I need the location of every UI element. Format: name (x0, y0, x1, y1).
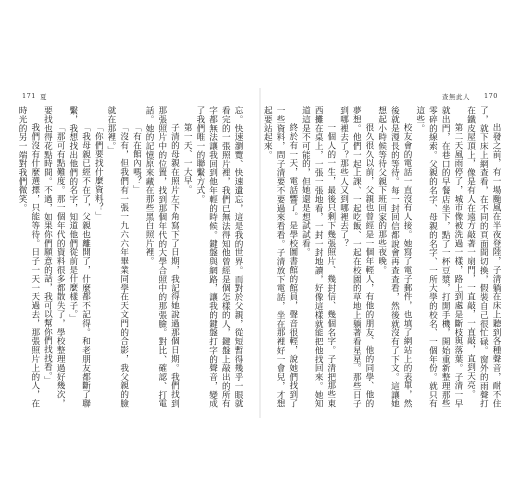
running-title: 查無此人 (442, 93, 470, 101)
paragraph: 「你們要找什麼資料？」 (93, 123, 104, 221)
paragraph: 我們沒有什麼選擇，只能等待。日子一天一天過去，那張照片上的人，在時光的另一端對我們微笑。 (17, 106, 40, 408)
paragraph: 第一天、一大早。 (182, 123, 193, 194)
paragraph: 很久很久以前，父親也曾經是一個年輕人，有他的朋友、他的同學、他的夢想。他們一起上課、一起吃飯、一起在校園的草地上躺著看星星。那些日子到哪裡去了？那些人又到哪裡去了？ (338, 106, 374, 408)
paragraph: 第二天風雨停了，城市像被洗過一樣，路上到處是斷枝與落葉。子清一早就出門，在巷口的早餐店坐下，點了一杯豆漿，打開手機，開始重新整理那些零碎的線索。父親的名字、母親的名字、一所大學的校名、一個年份。就只有這些。 (414, 106, 463, 408)
paragraph: 忘。快速瀏覽、快速遺忘，這是我的世界。而對於父親，從短暫得幾乎一眼就看完的一張照片裡，我們已無法得知他曾經是個怎樣的人，鍵盤上敲出的所有字都無法讓我回到他年輕的時候。鍵盤與網路，讓我的鍵盤打字的聲音，變成了我們唯一的聯繫方式。 (194, 106, 243, 408)
paragraph: 一個人的一生，最後只剩下幾張照片、幾封信、幾個名字。子清把那些東西攤在桌上，一張一張地看，一封一封地讀，好像這樣就能把他找回來。她知道這是不可能的，但她還是想試試看。 (300, 106, 336, 408)
paragraph: 終於有一天，電話響了。是學校圖書館的館員，聲音很輕，說她們找到了一些資料，問子清要不要過來看看。子清放下電話，坐在那裡好一會兒，才想起要站起來。 (262, 106, 298, 408)
paragraph: 「我母親已經不在了，父親也離開了，什麼都不記得。和老朋友都斷了聯繫，我想找出他們的名字，知道他們從前是什麼樣子。」 (67, 106, 91, 408)
paragraph: 「沒有，但我們有一張一九六六年畢業同學在天文門的合影，我父親的臉就在那裡。」 (105, 106, 129, 408)
page-number: 171 (22, 92, 36, 100)
body-text (262, 106, 502, 408)
page-number: 170 (484, 92, 498, 100)
body-text (17, 106, 244, 408)
running-title: 夏 (40, 93, 47, 101)
right-page (260, 0, 520, 500)
paragraph: 「那可有點難度。那一個年代的資料很多都散失了，學校整理過好幾次，要找也得花點時間。不過，如果你們願意的話，我可以幫你們找找看。」 (42, 106, 66, 408)
paragraph: 出發之前，有一場颱風在半夜登陸，子清躺在床上聽到各種聲音，耐不住了，就下床上網查看，在不同的頁面間切換，假裝自己很忙碌。窗外的雨聲打在鐵皮屋頂上，像是有人在遠方敲著一扇門，一直敲，一直敲，直到天亮。 (465, 106, 501, 408)
paragraph: 校友會的電話一直沒有人接。她寫了電子郵件，也填了網站上的表單，然後就是漫長的等待。每一封回信都說會再查查看，然後就沒有了下文。這讓她想起小時候等待父親下班回家的那些夜晚。 (376, 106, 413, 408)
paragraph: 「有在館內嗎？」 (131, 123, 142, 194)
paragraph: 子清的母親在照片左下角寫下了日期，我記得她說過那個日期。我們找到那張照片中的位置，找到那個年代的大學合照中的那張臉。對比、確認、打電話。她的記憶原來藏在那些黑白照片裡。 (144, 106, 180, 408)
